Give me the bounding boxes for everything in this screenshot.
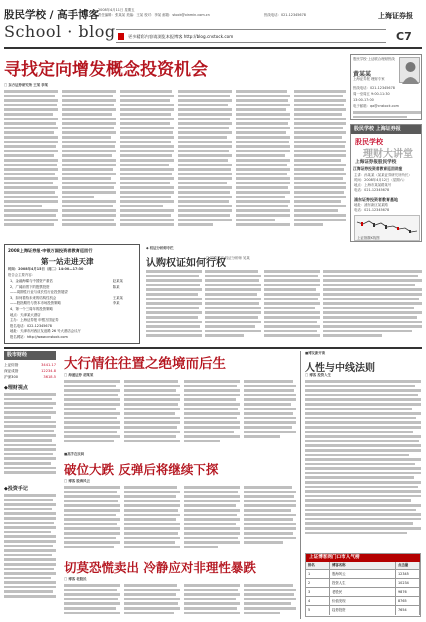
qa-line-1: 热线电话：021-12345678 bbox=[353, 86, 395, 90]
promo-item: 2、广阔前景下的股票投资 陈某 bbox=[10, 284, 120, 289]
banner-text[interactable]: 更多精彩内容请浏览本报博客 http://blog.cnstock.com bbox=[128, 34, 234, 39]
warrant-byline: □ 国泰君安 权证分析师 吴某 bbox=[206, 256, 250, 260]
expert-tag: ■高手在民间 bbox=[64, 452, 85, 456]
feature1-body-3 bbox=[184, 380, 240, 448]
feature2-byline: □ 博客 股海风云 bbox=[64, 479, 90, 483]
lead-body-col1 bbox=[4, 90, 58, 240]
lecture-addr-2: 电话：021-12345678 bbox=[354, 208, 390, 212]
sidebar-head-view: ◆理财视点 bbox=[4, 385, 28, 391]
feature2-body-2 bbox=[124, 486, 180, 554]
lead-byline: □ 东方证券研究所 王某 李某 bbox=[4, 83, 49, 87]
feature2-body-3 bbox=[184, 486, 240, 554]
lecture-course: 江海证券投资者教育巡回讲座 bbox=[353, 166, 403, 171]
hotline: 热线电话：021-12345678 bbox=[264, 13, 306, 17]
feature3-body-2 bbox=[124, 584, 180, 620]
lecture-line-3: 地点：上海市某某路某号 bbox=[354, 183, 392, 187]
warrant-body-3 bbox=[264, 270, 320, 344]
warrant-body-1 bbox=[146, 270, 202, 344]
masthead-rule bbox=[4, 47, 422, 49]
promo-item: ——周期性行业与成长性行业投资展望 bbox=[10, 290, 68, 295]
feature1-byline: □ 海通证券 胡某某 bbox=[64, 373, 94, 377]
feature3-headline: 切莫恐慌卖出 冷静应对非理性暴跌 bbox=[64, 560, 256, 575]
lead-body-col3 bbox=[120, 90, 174, 240]
banner-bar bbox=[116, 29, 386, 43]
qa-tag: 股民学校·上证联合理财热线 bbox=[353, 57, 395, 61]
feature1-headline: 大行情往往置之绝境而后生 bbox=[64, 356, 226, 372]
promo-item: 主办：上海证券报 申银万国证券 bbox=[10, 318, 59, 323]
right-col bbox=[300, 351, 422, 619]
promo-date: 时间：2008年4月15日（周二）14:00—17:30 bbox=[8, 267, 84, 271]
sidebar-head-market: 股市财经 bbox=[4, 351, 56, 360]
promo-item: 4、第一个三周年的投资策略 bbox=[10, 306, 53, 311]
promo-list bbox=[8, 279, 138, 343]
qa-box bbox=[350, 54, 422, 120]
lecture-addr-head: 浦东证券投资者教育基地 bbox=[354, 197, 398, 202]
right-headline: 人性与中线法则 bbox=[305, 363, 375, 374]
warrant-tag: ◆ 权证分析师专栏 bbox=[146, 246, 174, 250]
warrant-body-4 bbox=[323, 270, 422, 344]
lecture-title-a: 股民学校 bbox=[355, 138, 383, 146]
warrant-body-2 bbox=[205, 270, 261, 344]
qa-line-4[interactable]: 电子邮箱：qa@cnstock.com bbox=[353, 104, 399, 108]
feature2-headline: 破位大跌 反弹后将继续下探 bbox=[64, 462, 219, 477]
lecture-addr-1: 地址：浦东新区某某路 bbox=[354, 203, 388, 207]
index-list bbox=[4, 362, 56, 380]
feature1-body-2 bbox=[124, 380, 180, 448]
promo-item: 报名电话：022-12345678 bbox=[10, 323, 52, 328]
qa-line-2: 周一至周五 9:00-11:30 bbox=[353, 92, 390, 96]
table-row[interactable]: 2 投资人生 10234 bbox=[306, 579, 420, 588]
promo-item: ——股指期货与资本市场投资策略 李某 bbox=[10, 301, 120, 306]
left-sidebar bbox=[4, 351, 56, 619]
sidebar-body-2 bbox=[4, 494, 56, 612]
qa-name: 黄某某 bbox=[353, 71, 372, 78]
index-row: 上证综指 3441.17 bbox=[4, 363, 56, 367]
table-row[interactable]: 5 趋势投资 7654 bbox=[306, 606, 420, 615]
mini-chart-caption: 上证指数K线图 bbox=[357, 236, 380, 240]
lead-body-col4 bbox=[178, 90, 232, 240]
promo-item: 地点：天津某大酒店 bbox=[10, 312, 41, 317]
banner-mark bbox=[118, 33, 124, 40]
qa-role: 上海证券报 理财专家 bbox=[353, 77, 385, 81]
lead-headline: 寻找定向增发概念投资机会 bbox=[4, 60, 208, 80]
right-tag: ■博友新开谈 bbox=[305, 351, 326, 355]
sidebar-body-1 bbox=[4, 393, 56, 481]
lecture-tag: 股民学校 上海证券报 bbox=[351, 125, 421, 134]
masthead bbox=[0, 0, 426, 50]
feature2-body-4 bbox=[244, 486, 296, 554]
warrant-headline: 认购权证如何行权 bbox=[146, 258, 226, 269]
paper-name: 上海证券报 bbox=[378, 11, 413, 20]
lecture-line-2: 时间：2008年4月12日（星期六） bbox=[354, 178, 407, 182]
lead-body-col6 bbox=[294, 90, 346, 240]
page-number: C7 bbox=[396, 30, 412, 43]
promo-item[interactable]: 报名网站：http://www.cnstock.com bbox=[10, 334, 68, 339]
index-row: 沪深300 3618.5 bbox=[4, 375, 56, 379]
lecture-box bbox=[350, 124, 422, 242]
section-divider bbox=[4, 347, 422, 349]
index-row: 深证成指 12234.8 bbox=[4, 369, 56, 373]
avatar bbox=[399, 57, 420, 83]
lead-body-col5 bbox=[236, 90, 290, 240]
right-byline: □ 博客 投资人生 bbox=[305, 373, 331, 377]
feature3-body-1 bbox=[64, 584, 120, 620]
promo-item: 地址：天津市河西区友谊路 26 号大酒店会议厅 bbox=[10, 329, 81, 334]
table-row[interactable]: 1 股海风云 12345 bbox=[306, 570, 420, 579]
lecture-school: 上海证券报股民学校 bbox=[355, 160, 397, 165]
editor-line: 责任编辑：张某某 美编：王某 校对：李某 邮箱：stock@xinmin.com.cn bbox=[98, 13, 210, 17]
table-row[interactable]: 3 老股民 9876 bbox=[306, 588, 420, 597]
section-title-en: School · blog bbox=[4, 22, 116, 41]
lecture-line-1: 主讲：孙某某（某某证券研究所所长） bbox=[354, 173, 412, 177]
lead-body-col2 bbox=[62, 90, 116, 240]
mini-kline-chart bbox=[354, 215, 420, 241]
feature1-body-1 bbox=[64, 380, 120, 448]
qa-line-3: 13:00-17:00 bbox=[353, 98, 374, 102]
table-header: 排名 博客名称 点击量 bbox=[306, 562, 420, 570]
lecture-title-b: 理财大讲堂 bbox=[363, 149, 413, 160]
sidebar-head-notes: ◆投资手记 bbox=[4, 486, 28, 492]
feature1-body-4 bbox=[244, 380, 296, 448]
promo-title-top: 2008上海证券报·申银万国投资者教育巡回行 bbox=[8, 248, 93, 253]
feature3-body-4 bbox=[244, 584, 296, 620]
table-title: 上证博客网门口市人气榜 bbox=[306, 554, 420, 562]
promo-title-main: 第一站走进天津 bbox=[41, 257, 94, 266]
qa-body bbox=[353, 111, 421, 120]
popularity-table bbox=[305, 553, 421, 617]
right-body bbox=[305, 380, 421, 550]
feature3-byline: □ 博客 老股民 bbox=[64, 577, 87, 581]
feature2-body-1 bbox=[64, 486, 120, 554]
table-row[interactable]: 4 价值发现 8765 bbox=[306, 597, 420, 606]
promo-box bbox=[4, 244, 140, 344]
feature3-body-3 bbox=[184, 584, 240, 620]
lecture-line-4: 电话：021-12345678 bbox=[354, 188, 390, 192]
section-title-cn: 股民学校 / 高手博客 bbox=[4, 9, 100, 21]
promo-subtitle: 报告会主要内容： bbox=[8, 273, 36, 277]
promo-item: 3、如何看待未来的结构性机会 王某某 bbox=[10, 295, 123, 300]
promo-item: 1、金融海啸与中国资产重估 赵某某 bbox=[10, 279, 123, 283]
date-line: 2008年4月11日 星期五 bbox=[98, 8, 135, 12]
